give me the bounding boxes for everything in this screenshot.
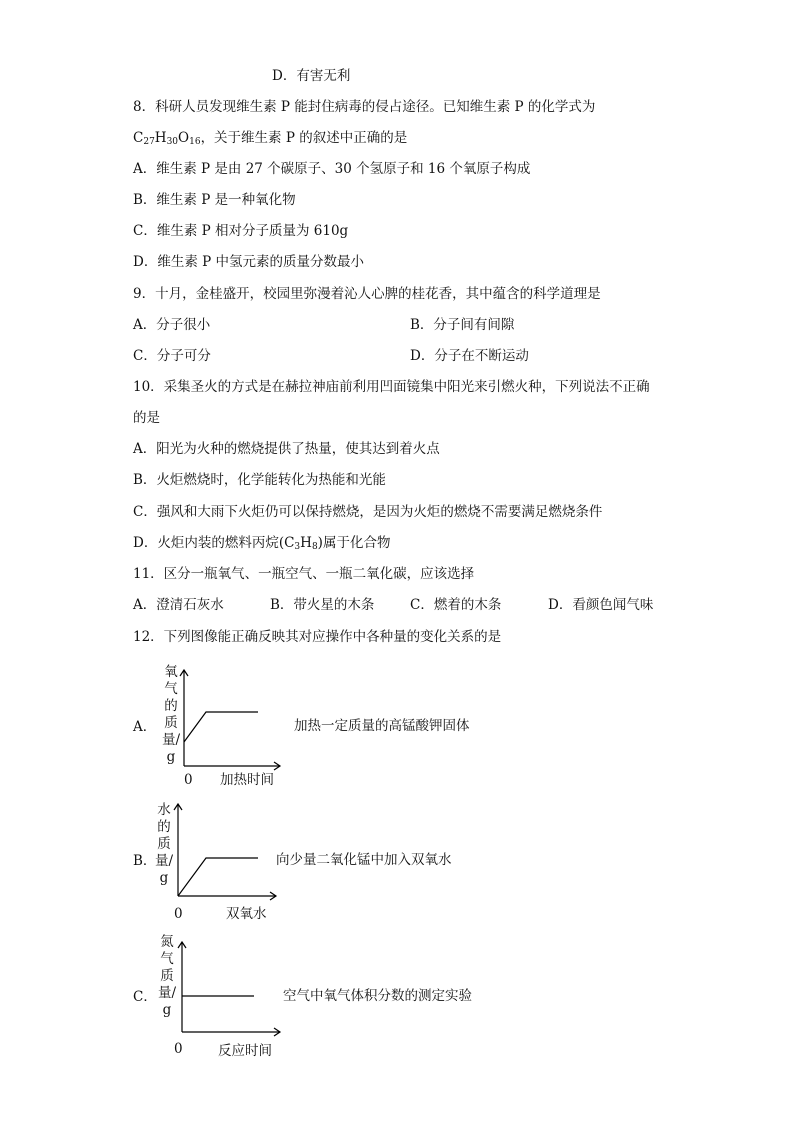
graph-a-ylabel: 氧气的质量/g bbox=[162, 664, 181, 765]
q11-option-b: B．带火星的木条 bbox=[270, 597, 375, 613]
q12-stem: 12．下列图像能正确反映其对应操作中各种量的变化关系的是 bbox=[133, 629, 502, 645]
graph-c-origin: 0 bbox=[174, 1041, 183, 1057]
q9-option-c: C．分子可分 bbox=[133, 348, 211, 364]
q9-stem: 9．十月，金桂盛开，校园里弥漫着沁人心脾的桂花香，其中蕴含的科学道理是 bbox=[133, 286, 601, 302]
q9-option-a: A．分子很小 bbox=[133, 317, 211, 333]
q7-option-d: D．有害无利 bbox=[272, 68, 351, 84]
graph-a-desc: 加热一定质量的高锰酸钾固体 bbox=[294, 718, 470, 734]
q8-option-a: A．维生素 P 是由 27 个碳原子、30 个氢原子和 16 个氧原子构成 bbox=[133, 161, 531, 177]
q10-option-a: A．阳光为火种的燃烧提供了热量，使其达到着火点 bbox=[133, 441, 440, 457]
q10-stem-line1: 10．采集圣火的方式是在赫拉神庙前利用凹面镜集中阳光来引燃火种，下列说法不正确 bbox=[133, 379, 650, 395]
q11-option-d: D．看颜色闻气味 bbox=[548, 597, 654, 613]
q11-option-c: C．燃着的木条 bbox=[410, 597, 502, 613]
q11-stem: 11．区分一瓶氧气、一瓶空气、一瓶二氧化碳，应该选择 bbox=[133, 566, 475, 582]
q8-formula: $C_{27}H_{30}O_{16}$ bbox=[133, 130, 201, 147]
q10-option-c: C．强风和大雨下火炬仍可以保持燃烧，是因为火炬的燃烧不需要满足燃烧条件 bbox=[133, 504, 603, 520]
graph-b-ylabel: 水的质量/g bbox=[155, 802, 174, 886]
q8-option-b: B．维生素 P 是一种氧化物 bbox=[133, 192, 296, 208]
graph-c-plot bbox=[176, 934, 286, 1038]
q8-stem-line2: $C_{27}H_{30}O_{16}$，关于维生素 P 的叙述中正确的是 bbox=[133, 130, 408, 147]
q10-option-d: D．火炬内装的燃料丙烷$(C_3H_8)$属于化合物 bbox=[133, 535, 391, 552]
graph-b-letter: B． bbox=[133, 853, 157, 869]
graph-a-xlabel: 加热时间 bbox=[220, 772, 274, 788]
graph-c-desc: 空气中氧气体积分数的测定实验 bbox=[283, 988, 472, 1004]
graph-b-curve bbox=[178, 858, 258, 896]
graph-b-desc: 向少量二氧化锰中加入双氧水 bbox=[276, 852, 452, 868]
q9-option-d: D．分子在不断运动 bbox=[410, 348, 529, 364]
q11-option-a: A．澄清石灰水 bbox=[133, 597, 224, 613]
q8-option-c: C．维生素 P 相对分子质量为 610g bbox=[133, 223, 349, 239]
q8-option-d: D．维生素 P 中氢元素的质量分数最小 bbox=[133, 254, 364, 270]
graph-a-plot bbox=[176, 660, 286, 770]
q8-stem-line1: 8．科研人员发现维生素 P 能封住病毒的侵占途径。已知维生素 P 的化学式为 bbox=[133, 99, 596, 115]
graph-c-ylabel: 氮气质量/g bbox=[158, 934, 177, 1018]
graph-b-xlabel: 双氧水 bbox=[226, 906, 267, 922]
graph-a-origin: 0 bbox=[184, 772, 193, 788]
graph-b-origin: 0 bbox=[174, 906, 183, 922]
q9-option-b: B．分子间有间隙 bbox=[410, 317, 515, 333]
graph-c-xlabel: 反应时间 bbox=[218, 1043, 272, 1059]
q10-option-b: B．火炬燃烧时，化学能转化为热能和光能 bbox=[133, 472, 386, 488]
graph-a-curve bbox=[184, 712, 258, 742]
graph-a-letter: A． bbox=[133, 719, 157, 735]
graph-b-plot bbox=[172, 796, 282, 900]
graph-c-letter: C． bbox=[133, 989, 157, 1005]
q10-stem-line2: 的是 bbox=[133, 410, 160, 426]
